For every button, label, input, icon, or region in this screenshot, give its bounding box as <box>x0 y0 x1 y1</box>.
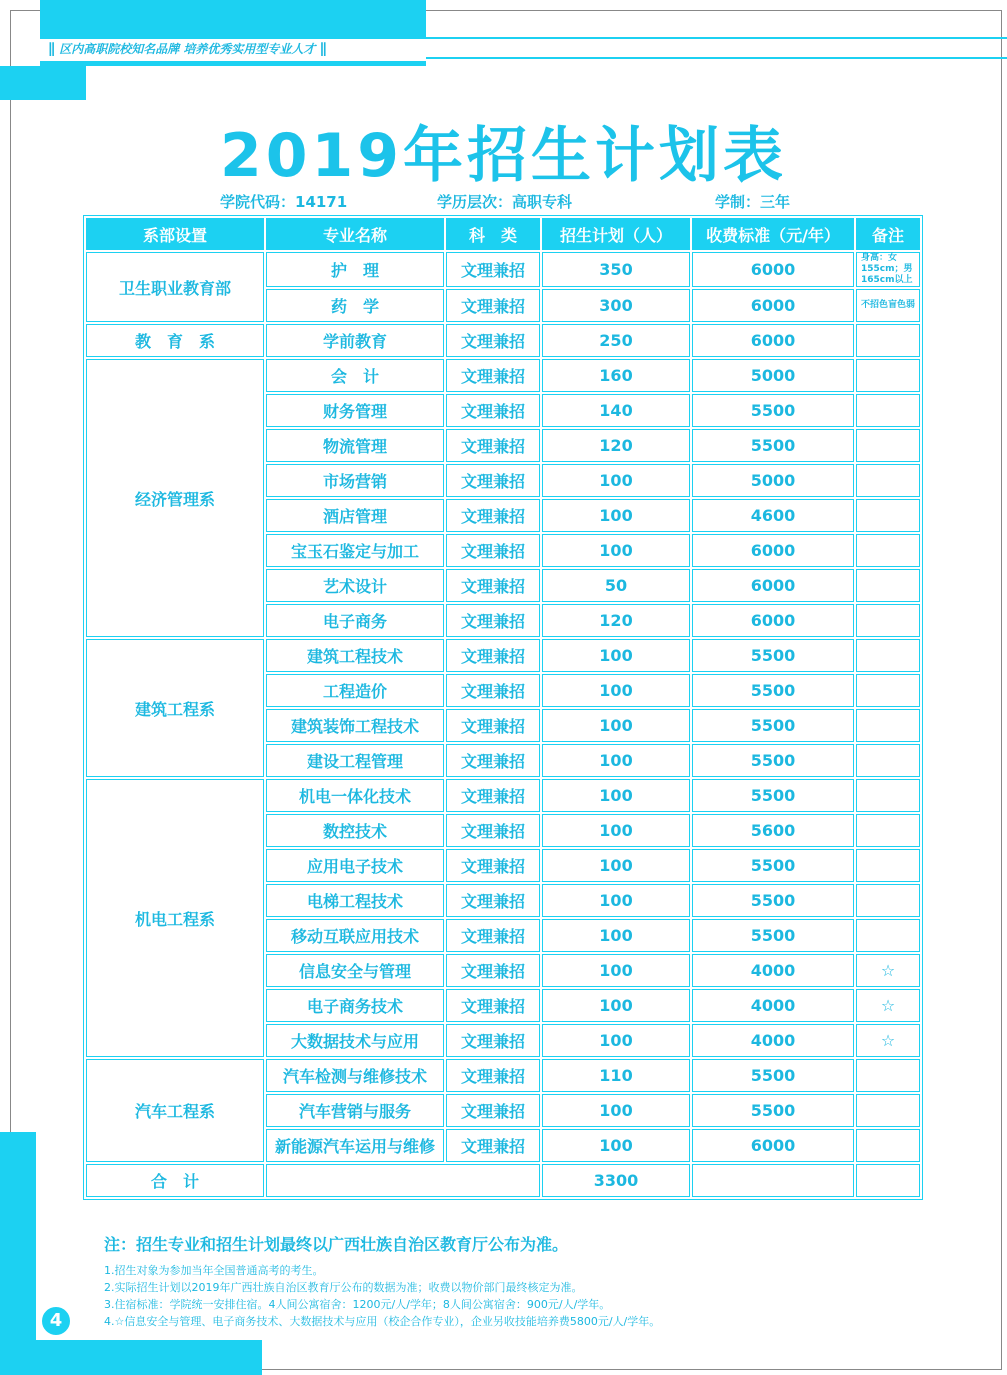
major-cell: 建设工程管理 <box>266 744 444 777</box>
college-code: 学院代码：14171 <box>220 193 348 211</box>
major-cell: 新能源汽车运用与维修 <box>266 1129 444 1162</box>
total-label: 合 计 <box>86 1164 264 1197</box>
plan-cell: 100 <box>542 849 690 882</box>
note-cell <box>856 534 920 567</box>
major-cell: 建筑装饰工程技术 <box>266 709 444 742</box>
fee-cell: 5500 <box>692 919 854 952</box>
decor-block <box>0 66 86 100</box>
note-cell <box>856 1129 920 1162</box>
note-cell: ☆ <box>856 954 920 987</box>
plan-cell: 50 <box>542 569 690 602</box>
major-cell: 市场营销 <box>266 464 444 497</box>
header-line <box>426 57 1007 59</box>
col-header-type: 科 类 <box>446 218 540 250</box>
note-cell <box>856 604 920 637</box>
table-row <box>86 639 920 672</box>
note-cell <box>856 674 920 707</box>
footnote-item: 4.☆信息安全与管理、电子商务技术、大数据技术与应用（校企合作专业），企业另收技能培养费5800元/人/学年。 <box>104 1315 661 1328</box>
fee-cell: 5600 <box>692 814 854 847</box>
footnotes <box>104 1262 660 1330</box>
program-duration: 学制：三年 <box>715 193 791 211</box>
major-cell: 财务管理 <box>266 394 444 427</box>
major-cell: 宝玉石鉴定与加工 <box>266 534 444 567</box>
note-cell <box>856 394 920 427</box>
plan-cell: 100 <box>542 1129 690 1162</box>
plan-cell: 250 <box>542 324 690 357</box>
type-cell: 文理兼招 <box>446 954 540 987</box>
fee-cell: 5500 <box>692 1094 854 1127</box>
department-cell: 机电工程系 <box>86 779 264 1057</box>
type-cell: 文理兼招 <box>446 849 540 882</box>
type-cell: 文理兼招 <box>446 324 540 357</box>
col-header-department: 系部设置 <box>86 218 264 250</box>
type-cell: 文理兼招 <box>446 884 540 917</box>
type-cell: 文理兼招 <box>446 779 540 812</box>
major-cell: 大数据技术与应用 <box>266 1024 444 1057</box>
type-cell: 文理兼招 <box>446 499 540 532</box>
table-row <box>86 1059 920 1092</box>
fee-cell: 5500 <box>692 779 854 812</box>
fee-cell: 4000 <box>692 1024 854 1057</box>
type-cell: 文理兼招 <box>446 989 540 1022</box>
fee-cell: 5500 <box>692 884 854 917</box>
note-cell <box>856 1059 920 1092</box>
enrollment-table <box>83 215 923 1200</box>
plan-cell: 110 <box>542 1059 690 1092</box>
decor-block <box>0 1132 36 1375</box>
note-cell: ☆ <box>856 989 920 1022</box>
fee-cell: 5500 <box>692 429 854 462</box>
type-cell: 文理兼招 <box>446 744 540 777</box>
note-cell <box>856 849 920 882</box>
major-cell: 护 理 <box>266 252 444 287</box>
table-row <box>86 252 920 287</box>
note-cell <box>856 429 920 462</box>
plan-cell: 100 <box>542 709 690 742</box>
table-row <box>86 324 920 357</box>
plan-cell: 300 <box>542 289 690 322</box>
note-cell <box>856 324 920 357</box>
type-cell: 文理兼招 <box>446 1024 540 1057</box>
col-header-plan: 招生计划（人） <box>542 218 690 250</box>
total-blank <box>692 1164 854 1197</box>
note-cell <box>856 499 920 532</box>
plan-cell: 100 <box>542 779 690 812</box>
fee-cell: 6000 <box>692 324 854 357</box>
type-cell: 文理兼招 <box>446 604 540 637</box>
type-cell: 文理兼招 <box>446 639 540 672</box>
fee-cell: 5500 <box>692 639 854 672</box>
footnote-item: 1.招生对象为参加当年全国普通高考的考生。 <box>104 1264 324 1277</box>
type-cell: 文理兼招 <box>446 919 540 952</box>
plan-cell: 100 <box>542 814 690 847</box>
major-cell: 应用电子技术 <box>266 849 444 882</box>
header-slogan: ∥ 区内高职院校知名品牌 培养优秀实用型专业人才 ∥ <box>48 41 327 57</box>
footnote-item: 3.住宿标准：学院统一安排住宿。4人间公寓宿舍：1200元/人/学年；8人间公寓宿舍：900元/人/学年。 <box>104 1298 611 1311</box>
note-cell: ☆ <box>856 1024 920 1057</box>
fee-cell: 6000 <box>692 604 854 637</box>
major-cell: 工程造价 <box>266 674 444 707</box>
major-cell: 建筑工程技术 <box>266 639 444 672</box>
major-cell: 信息安全与管理 <box>266 954 444 987</box>
department-cell: 教 育 系 <box>86 324 264 357</box>
col-header-note: 备注 <box>856 218 920 250</box>
major-cell: 电梯工程技术 <box>266 884 444 917</box>
major-cell: 电子商务 <box>266 604 444 637</box>
table-row <box>86 779 920 812</box>
note-cell <box>856 569 920 602</box>
major-cell: 汽车营销与服务 <box>266 1094 444 1127</box>
col-header-major: 专业名称 <box>266 218 444 250</box>
fee-cell: 4000 <box>692 954 854 987</box>
note-cell <box>856 884 920 917</box>
major-cell: 汽车检测与维修技术 <box>266 1059 444 1092</box>
type-cell: 文理兼招 <box>446 359 540 392</box>
major-cell: 艺术设计 <box>266 569 444 602</box>
type-cell: 文理兼招 <box>446 534 540 567</box>
education-level: 学历层次：高职专科 <box>437 193 573 211</box>
table-header-row <box>86 218 920 250</box>
note-cell <box>856 744 920 777</box>
total-value: 3300 <box>542 1164 690 1197</box>
fee-cell: 6000 <box>692 289 854 322</box>
type-cell: 文理兼招 <box>446 1129 540 1162</box>
note-cell: 身高：女155cm；男165cm以上 <box>856 252 920 287</box>
note-cell <box>856 709 920 742</box>
major-cell: 电子商务技术 <box>266 989 444 1022</box>
plan-cell: 100 <box>542 954 690 987</box>
note-cell <box>856 919 920 952</box>
total-row <box>86 1164 920 1197</box>
type-cell: 文理兼招 <box>446 429 540 462</box>
major-cell: 机电一体化技术 <box>266 779 444 812</box>
type-cell: 文理兼招 <box>446 1094 540 1127</box>
fee-cell: 5500 <box>692 674 854 707</box>
type-cell: 文理兼招 <box>446 394 540 427</box>
page-number: 4 <box>40 1305 72 1337</box>
major-cell: 药 学 <box>266 289 444 322</box>
note-cell <box>856 464 920 497</box>
total-blank <box>266 1164 540 1197</box>
fee-cell: 5500 <box>692 394 854 427</box>
department-cell: 卫生职业教育部 <box>86 252 264 322</box>
col-header-fee: 收费标准（元/年） <box>692 218 854 250</box>
type-cell: 文理兼招 <box>446 252 540 287</box>
note-cell <box>856 359 920 392</box>
plan-cell: 100 <box>542 989 690 1022</box>
fee-cell: 6000 <box>692 569 854 602</box>
table-row <box>86 359 920 392</box>
main-note: 注：招生专业和招生计划最终以广西壮族自治区教育厅公布为准。 <box>104 1235 569 1254</box>
fee-cell: 6000 <box>692 252 854 287</box>
plan-cell: 100 <box>542 744 690 777</box>
major-cell: 数控技术 <box>266 814 444 847</box>
plan-cell: 160 <box>542 359 690 392</box>
fee-cell: 5000 <box>692 359 854 392</box>
fee-cell: 5500 <box>692 849 854 882</box>
type-cell: 文理兼招 <box>446 289 540 322</box>
type-cell: 文理兼招 <box>446 1059 540 1092</box>
fee-cell: 5000 <box>692 464 854 497</box>
fee-cell: 4600 <box>692 499 854 532</box>
major-cell: 移动互联应用技术 <box>266 919 444 952</box>
type-cell: 文理兼招 <box>446 464 540 497</box>
plan-cell: 350 <box>542 252 690 287</box>
type-cell: 文理兼招 <box>446 709 540 742</box>
header-line <box>426 37 1007 39</box>
plan-cell: 100 <box>542 464 690 497</box>
department-cell: 汽车工程系 <box>86 1059 264 1162</box>
plan-cell: 100 <box>542 884 690 917</box>
plan-cell: 100 <box>542 1094 690 1127</box>
plan-cell: 100 <box>542 919 690 952</box>
fee-cell: 5500 <box>692 1059 854 1092</box>
major-cell: 酒店管理 <box>266 499 444 532</box>
plan-cell: 100 <box>542 499 690 532</box>
fee-cell: 6000 <box>692 534 854 567</box>
type-cell: 文理兼招 <box>446 569 540 602</box>
note-cell: 不招色盲色弱 <box>856 289 920 322</box>
page-title: 2019年招生计划表 <box>220 121 787 191</box>
fee-cell: 5500 <box>692 744 854 777</box>
total-blank <box>856 1164 920 1197</box>
plan-cell: 100 <box>542 1024 690 1057</box>
major-cell: 会 计 <box>266 359 444 392</box>
major-cell: 学前教育 <box>266 324 444 357</box>
plan-cell: 120 <box>542 429 690 462</box>
note-cell <box>856 639 920 672</box>
note-cell <box>856 814 920 847</box>
plan-cell: 100 <box>542 674 690 707</box>
plan-cell: 100 <box>542 639 690 672</box>
fee-cell: 4000 <box>692 989 854 1022</box>
note-cell <box>856 1094 920 1127</box>
department-cell: 建筑工程系 <box>86 639 264 777</box>
department-cell: 经济管理系 <box>86 359 264 637</box>
decor-block <box>0 1340 262 1375</box>
footnote-item: 2.实际招生计划以2019年广西壮族自治区教育厅公布的数据为准；收费以物价部门最终核定为准。 <box>104 1281 583 1294</box>
plan-cell: 120 <box>542 604 690 637</box>
plan-cell: 140 <box>542 394 690 427</box>
fee-cell: 5500 <box>692 709 854 742</box>
type-cell: 文理兼招 <box>446 814 540 847</box>
plan-cell: 100 <box>542 534 690 567</box>
fee-cell: 6000 <box>692 1129 854 1162</box>
note-cell <box>856 779 920 812</box>
type-cell: 文理兼招 <box>446 674 540 707</box>
major-cell: 物流管理 <box>266 429 444 462</box>
